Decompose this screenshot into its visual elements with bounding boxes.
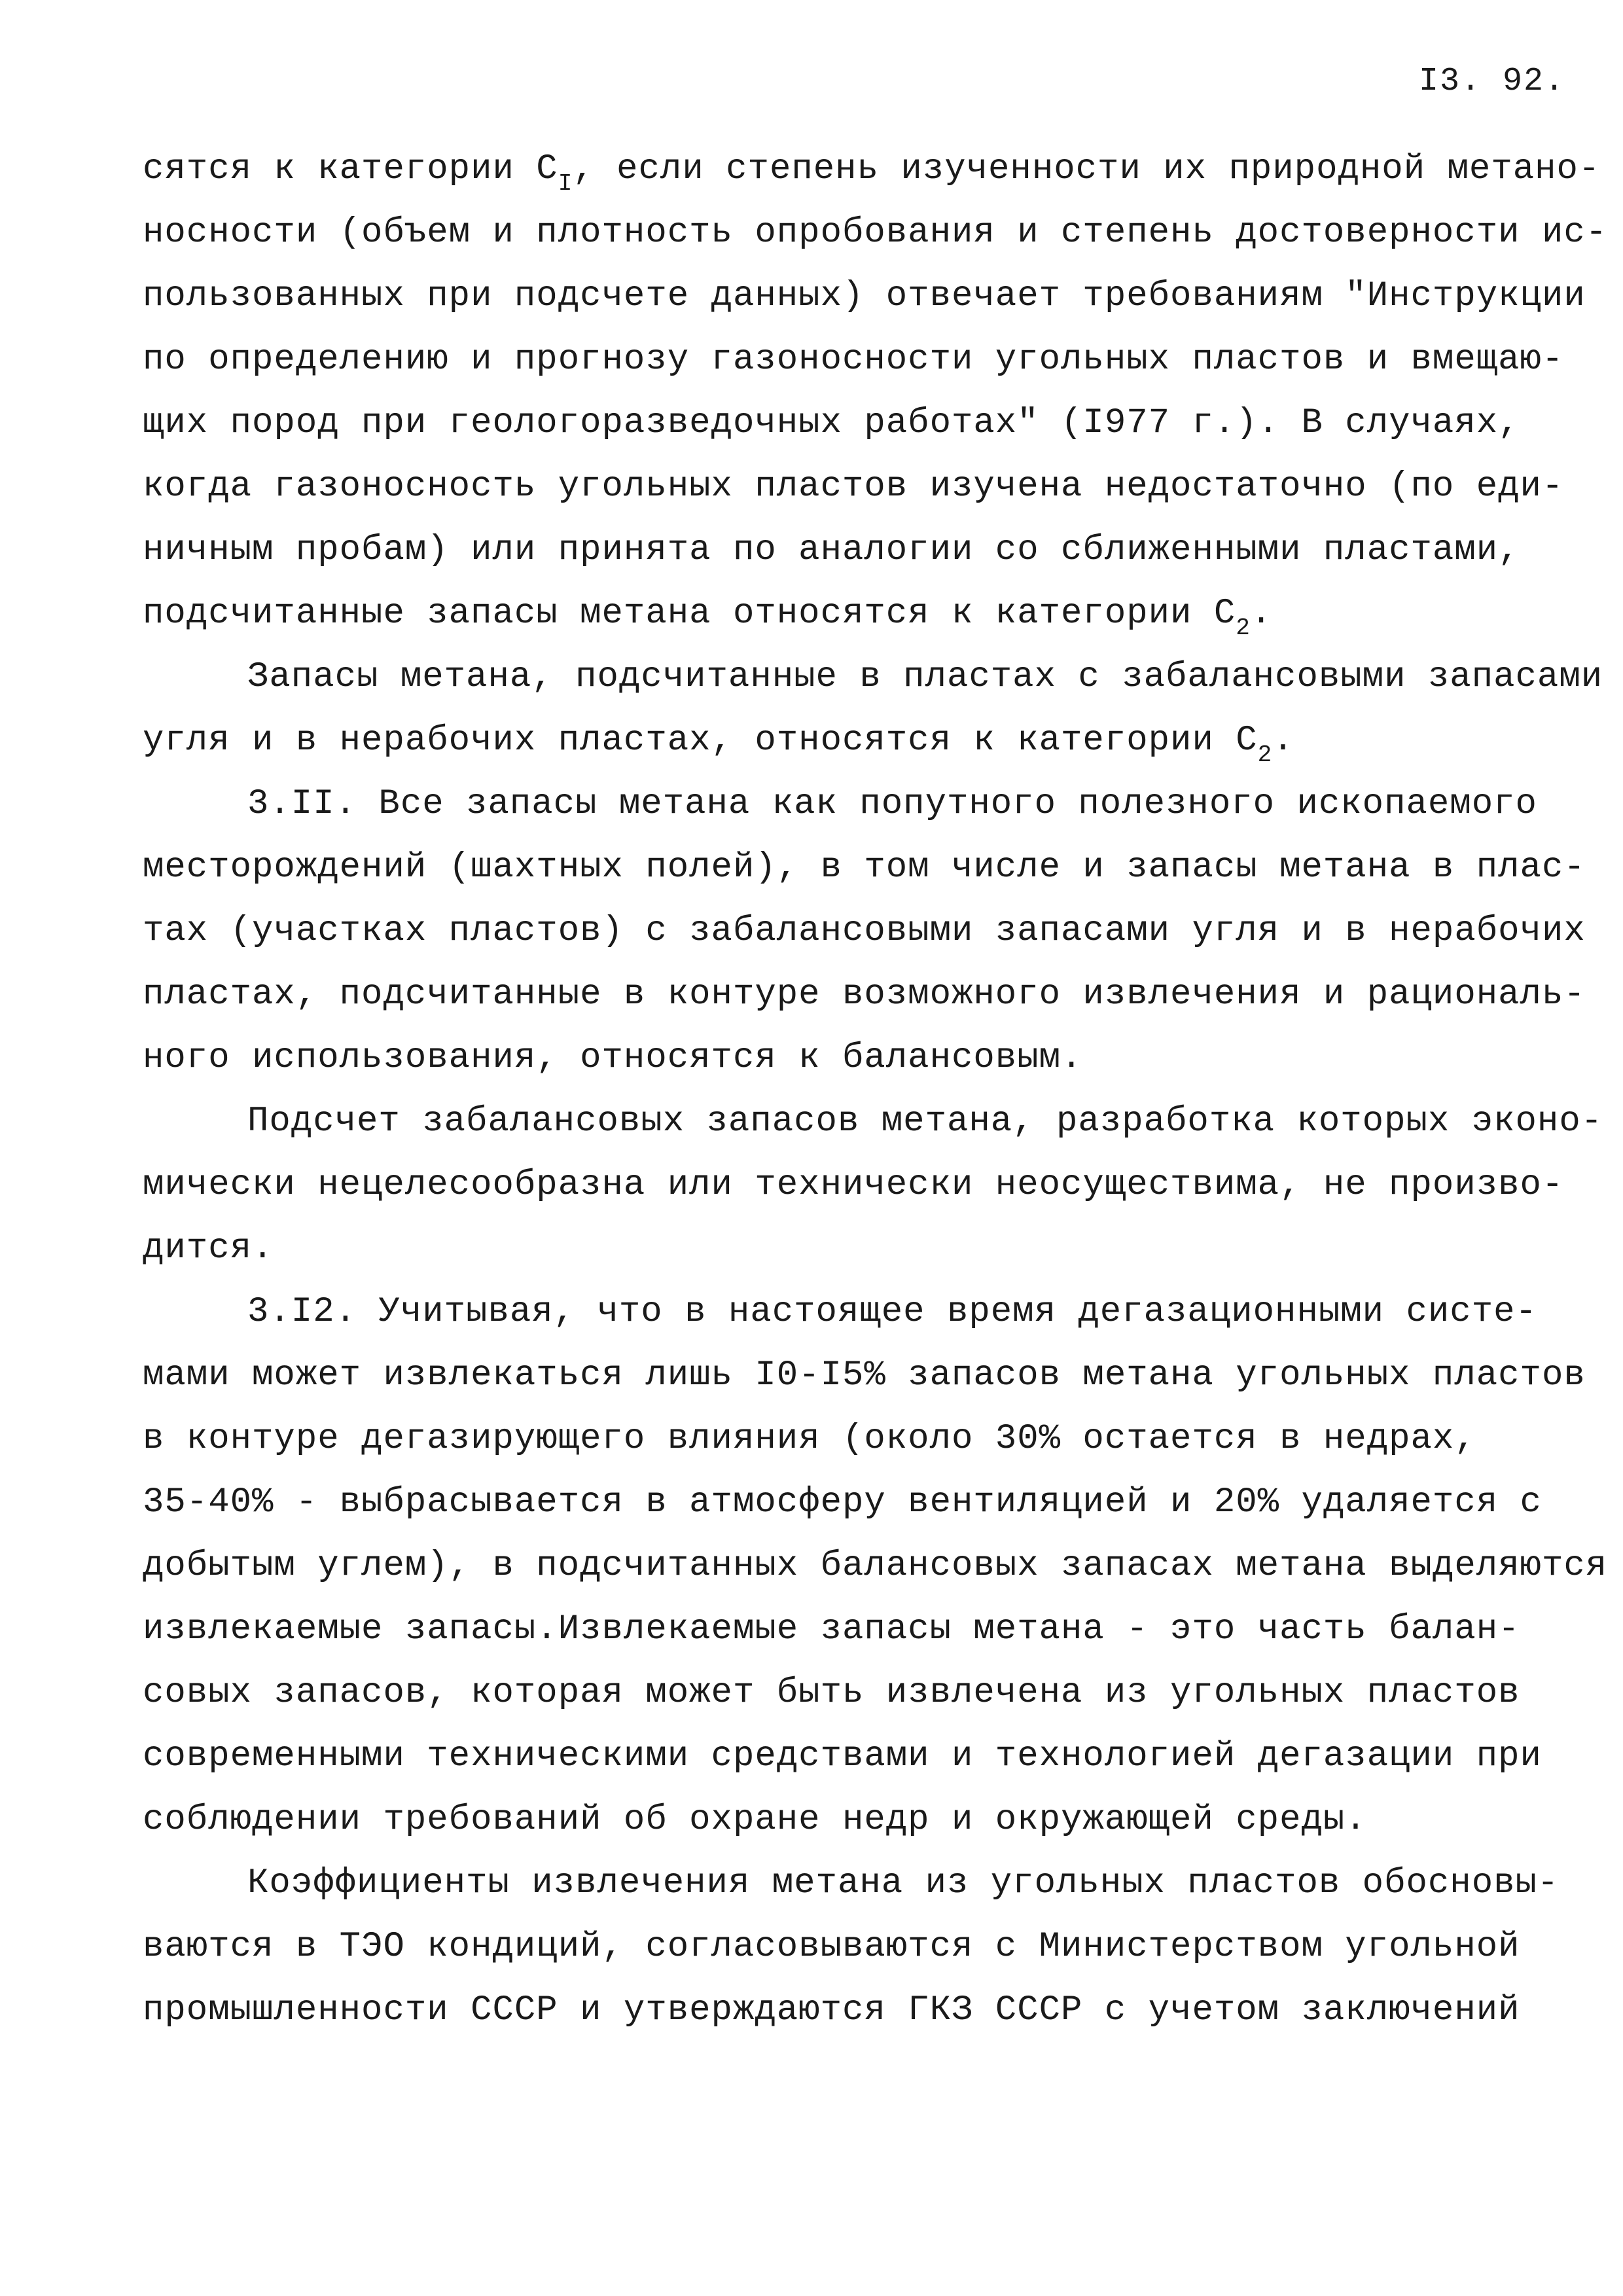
text-line: угля и в нерабочих пластах, относятся к категории $С_2$. xyxy=(143,721,1294,768)
text-line: добытым углем), в подсчитанных балансовых запасах метана выделяются xyxy=(143,1546,1608,1586)
text-line: мами может извлекаться лишь I0-I5% запасов метана угольных пластов xyxy=(143,1355,1586,1395)
text-line: Коэффициенты извлечения метана из угольных пластов обосновы- xyxy=(247,1863,1560,1903)
text-line: ного использования, относятся к балансовым. xyxy=(143,1038,1083,1078)
text-line: современными техническими средствами и технологией дегазации при xyxy=(143,1736,1542,1776)
text-line: ваются в ТЭО кондиций, согласовываются с Министерством угольной xyxy=(143,1927,1520,1967)
text-line: дится. xyxy=(143,1229,274,1268)
text-line: мически нецелесообразна или технически неосуществима, не произво- xyxy=(143,1165,1564,1205)
text-line: месторождений (шахтных полей), в том числе и запасы метана в плас- xyxy=(143,848,1586,888)
text-line: 3.I2. Учитывая, что в настоящее время дегазационными систе- xyxy=(247,1292,1537,1332)
page-number: I3. 92. xyxy=(1418,63,1565,100)
text-line: пластах, подсчитанные в контуре возможного извлечения и рациональ- xyxy=(143,975,1586,1014)
text-line: носности (объем и плотность опробования и степень достоверности ис- xyxy=(143,213,1608,253)
text-line: по определению и прогнозу газоносности угольных пластов и вмещаю- xyxy=(143,340,1564,380)
text-line: когда газоносность угольных пластов изучена недостаточно (по еди- xyxy=(143,467,1564,507)
document-body xyxy=(143,137,1608,2042)
subscript: I xyxy=(558,170,573,197)
text-line: сятся к категории $С_I$, если степень изученности их природной метано- xyxy=(143,149,1601,197)
text-line: тах (участках пластов) с забалансовыми запасами угля и в нерабочих xyxy=(143,911,1586,951)
text-line: 35-40% - выбрасывается в атмосферу вентиляцией и 20% удаляется с xyxy=(143,1482,1542,1522)
text-line: совых запасов, которая может быть извлечена из угольных пластов xyxy=(143,1673,1520,1713)
subscript: 2 xyxy=(1257,742,1273,768)
text-line: в контуре дегазирующего влияния (около 30% остается в недрах, xyxy=(143,1419,1476,1459)
text-line: извлекаемые запасы.Извлекаемые запасы метана - это часть балан- xyxy=(143,1609,1520,1649)
text-line: Подсчет забалансовых запасов метана, разработка которых эконо- xyxy=(247,1102,1603,1141)
text-line: соблюдении требований об охране недр и окружающей среды. xyxy=(143,1800,1367,1840)
subscript: 2 xyxy=(1236,615,1251,641)
text-line: пользованных при подсчете данных) отвечает требованиям "Инструкции xyxy=(143,276,1586,316)
text-line: промышленности СССР и утверждаются ГКЗ СССР с учетом заключений xyxy=(143,1990,1520,2030)
text-line: щих пород при геологоразведочных работах" (I977 г.). В случаях, xyxy=(143,403,1520,443)
text-line: ничным пробам) или принята по аналогии со сближенными пластами, xyxy=(143,530,1520,570)
text-line: 3.II. Все запасы метана как попутного полезного ископаемого xyxy=(247,784,1537,824)
text-line: подсчитанные запасы метана относятся к категории $С_2$. xyxy=(143,594,1273,641)
text-line: Запасы метана, подсчитанные в пластах с забалансовыми запасами xyxy=(247,657,1603,697)
